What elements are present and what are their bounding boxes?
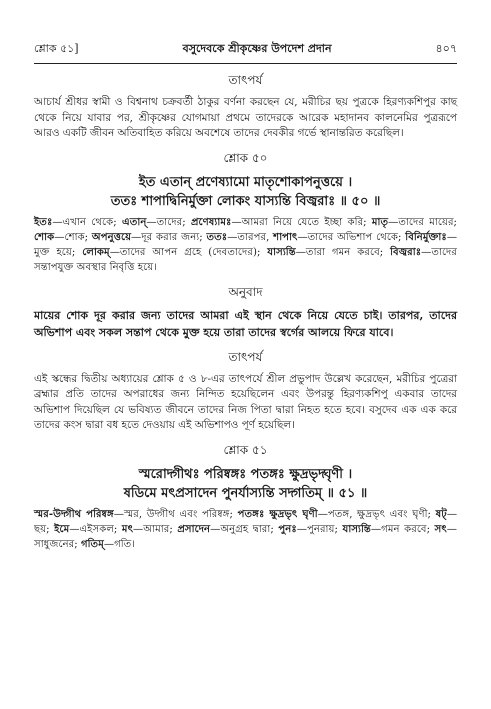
synonym-word: লোকম্: [82, 246, 110, 259]
synonym-word: ইমে: [54, 522, 70, 535]
verse-50-heading: শ্লোক ৫০: [223, 150, 268, 165]
verse-51-synonyms: [34, 507, 457, 553]
synonym-word: যাস্যন্তি: [267, 246, 296, 259]
synonym-meaning: —শোক;: [54, 231, 92, 243]
synonym-word: এতান্: [121, 215, 147, 228]
synonym-meaning: —পতঙ্গ, ক্ষুদ্রভৃৎ এবং ঘৃণী;: [317, 508, 436, 520]
synonym-word: শোক: [34, 230, 55, 243]
synonym-word: প্রণেষ্যামঃ: [190, 215, 232, 228]
verse-50-synonyms: [34, 215, 457, 276]
synonym-word: ততঃ: [206, 230, 228, 243]
synonym-meaning: —আমরা নিয়ে যেতে ইচ্ছা করি;: [231, 216, 372, 228]
verse-50-line-2: ততঃ শাপাদ্বিনির্মুক্তা লোকং যাস্যন্তি বিজ্বরাঃ ॥ ৫০ ॥: [110, 193, 381, 209]
synonym-word: পতঙ্গঃ ক্ষুদ্রভৃৎ ঘৃণী: [237, 507, 318, 520]
synonym-meaning: —তাদের মায়ের;: [388, 216, 457, 228]
verse-50-line-1: ইত এতান্ প্রণেষ্যামো মাতৃশোকাপনুত্তয়ে ।: [138, 174, 353, 190]
synonym-meaning: —স্মর, উদ্গীথ এবং পরিষ্বঙ্গ;: [113, 508, 238, 520]
synonym-meaning: —মুক্ত হয়ে;: [34, 231, 457, 259]
verse-51-line-1: স্মরোদ্গীথঃ পরিষ্বঙ্গঃ পতঙ্গঃ ক্ষুদ্রভৃদ্ঘৃণী ।: [138, 466, 353, 482]
synonym-word: বিজ্বরাঃ: [390, 246, 422, 259]
synonym-meaning: —ছয়;: [34, 508, 457, 535]
purport-heading: তাৎপর্য: [228, 73, 263, 87]
synonym-word: মৎ: [121, 522, 134, 535]
synonym-meaning: —গমন করবে;: [370, 523, 435, 535]
purport-text-50: এই স্কন্ধের দ্বিতীয় অধ্যায়ের শ্লোক ৫ ও ৮-এর তাৎপর্যে শ্রীল প্রভুপাদ উল্লেখ করেছেন, মরীচির পুত্রেরা ব্রহ্মার প্রতি তাদের অপরাধের জন্য নিন্দিত হয়েছিলেন এবং উপরন্তু হিরণ্যকশিপু একবার তাদের অভিশাপ দিয়েছিল যে ভবিষ্যত জীবনে তাদের নিজ পিতা দ্বারা নিহত হতে হবে। বসুদেব এক এক করে তাদের কংস দ্বারা বধ হতে দেওয়ায় এই অভিশাপও পূর্ণ হয়েছিল।: [34, 372, 457, 432]
synonym-meaning: —সাধুজনের;: [34, 523, 457, 551]
synonym-word: যাস্যন্তি: [342, 522, 371, 535]
synonym-word: সৎ: [434, 522, 447, 535]
synonym-word: গতিম্: [80, 538, 104, 551]
translation-heading: অনুবাদ: [228, 284, 263, 299]
chapter-title: বসুদেবকে শ্রীকৃষ্ণের উপদেশ প্রদান: [182, 42, 332, 55]
synonym-word: ষট্: [435, 507, 447, 520]
synonym-meaning: —এখান থেকে;: [52, 216, 122, 228]
synonym-meaning: —তাদের;: [146, 216, 191, 228]
synonym-word: বিনির্মুক্তাঃ: [405, 230, 447, 243]
purport-text: আচার্য শ্রীধর স্বামী ও বিশ্বনাথ চক্রবর্তী ঠাকুর বর্ণনা করছেন যে, মরীচির ছয় পুত্রকে হিরণ্যকশিপুর কাছ থেকে নিয়ে যাবার পর, শ্রীকৃষ্ণের যোগমায়া প্রথমে তাদেরকে আরেক মহাদানব কালনেমির পুত্ররূপে আরও একটি জীবন অতিবাহিত করিয়ে অবশেষে তাদের দেবকীর গর্ভে স্থানান্তরিত করেছিল।: [34, 96, 457, 139]
page-number: ৪০৭: [435, 42, 457, 55]
synonym-meaning: —অনুগ্রহ দ্বারা;: [210, 523, 279, 535]
synonym-meaning: —তারপর,: [227, 231, 274, 243]
verse-51-heading: শ্লোক ৫১: [223, 442, 268, 457]
translation-text: মায়ের শোক দূর করার জন্য তাদের আমরা এই স্থান থেকে নিয়ে যেতে চাই। তারপর, তাদের অভিশাপ এবং সকল সন্তাপ থেকে মুক্ত হয়ে তারা তাদের স্বর্গের আলয়ে ফিরে যাবে।: [34, 308, 457, 339]
synonym-word: স্মর-উদ্গীথ পরিষ্বঙ্গ: [34, 507, 114, 520]
synonym-word: পুনঃ: [278, 522, 297, 535]
page-header: [34, 40, 457, 64]
synonym-word: অপনুত্তয়ে: [91, 230, 132, 243]
synonym-meaning: —আমার;: [133, 523, 178, 535]
synonym-word: প্রসাদেন: [177, 522, 211, 535]
synonym-meaning: —এইসকল;: [69, 523, 122, 535]
verse-51-line-2: ষডিমে মৎপ্রসাদেন পুনর্যাস্যন্তি সদ্গতিম্ ॥ ৫১ ॥: [123, 485, 368, 501]
synonym-meaning: —দূর করার জন্য;: [131, 231, 207, 243]
synonym-meaning: —তাদের আপন গ্রহে (দেবতাদের);: [109, 247, 268, 259]
synonym-word: শাপাৎ: [273, 230, 298, 243]
verse-reference: শ্লোক ৫১]: [34, 42, 79, 55]
synonym-word: ইতঃ: [34, 215, 53, 228]
synonym-meaning: —তাদের অভিশাপ থেকে;: [297, 231, 406, 243]
synonym-meaning: —তাদের সন্তাপযুক্ত অবস্থার নিবৃত্তি হয়ে।: [34, 247, 457, 274]
synonym-meaning: —পুনরায়;: [296, 523, 343, 535]
synonym-meaning: —গতি।: [103, 539, 135, 551]
synonym-word: মাতৃ: [371, 215, 389, 228]
synonym-meaning: —তারা গমন করবে;: [295, 247, 391, 259]
purport-heading-50: তাৎপর্য: [228, 349, 263, 364]
